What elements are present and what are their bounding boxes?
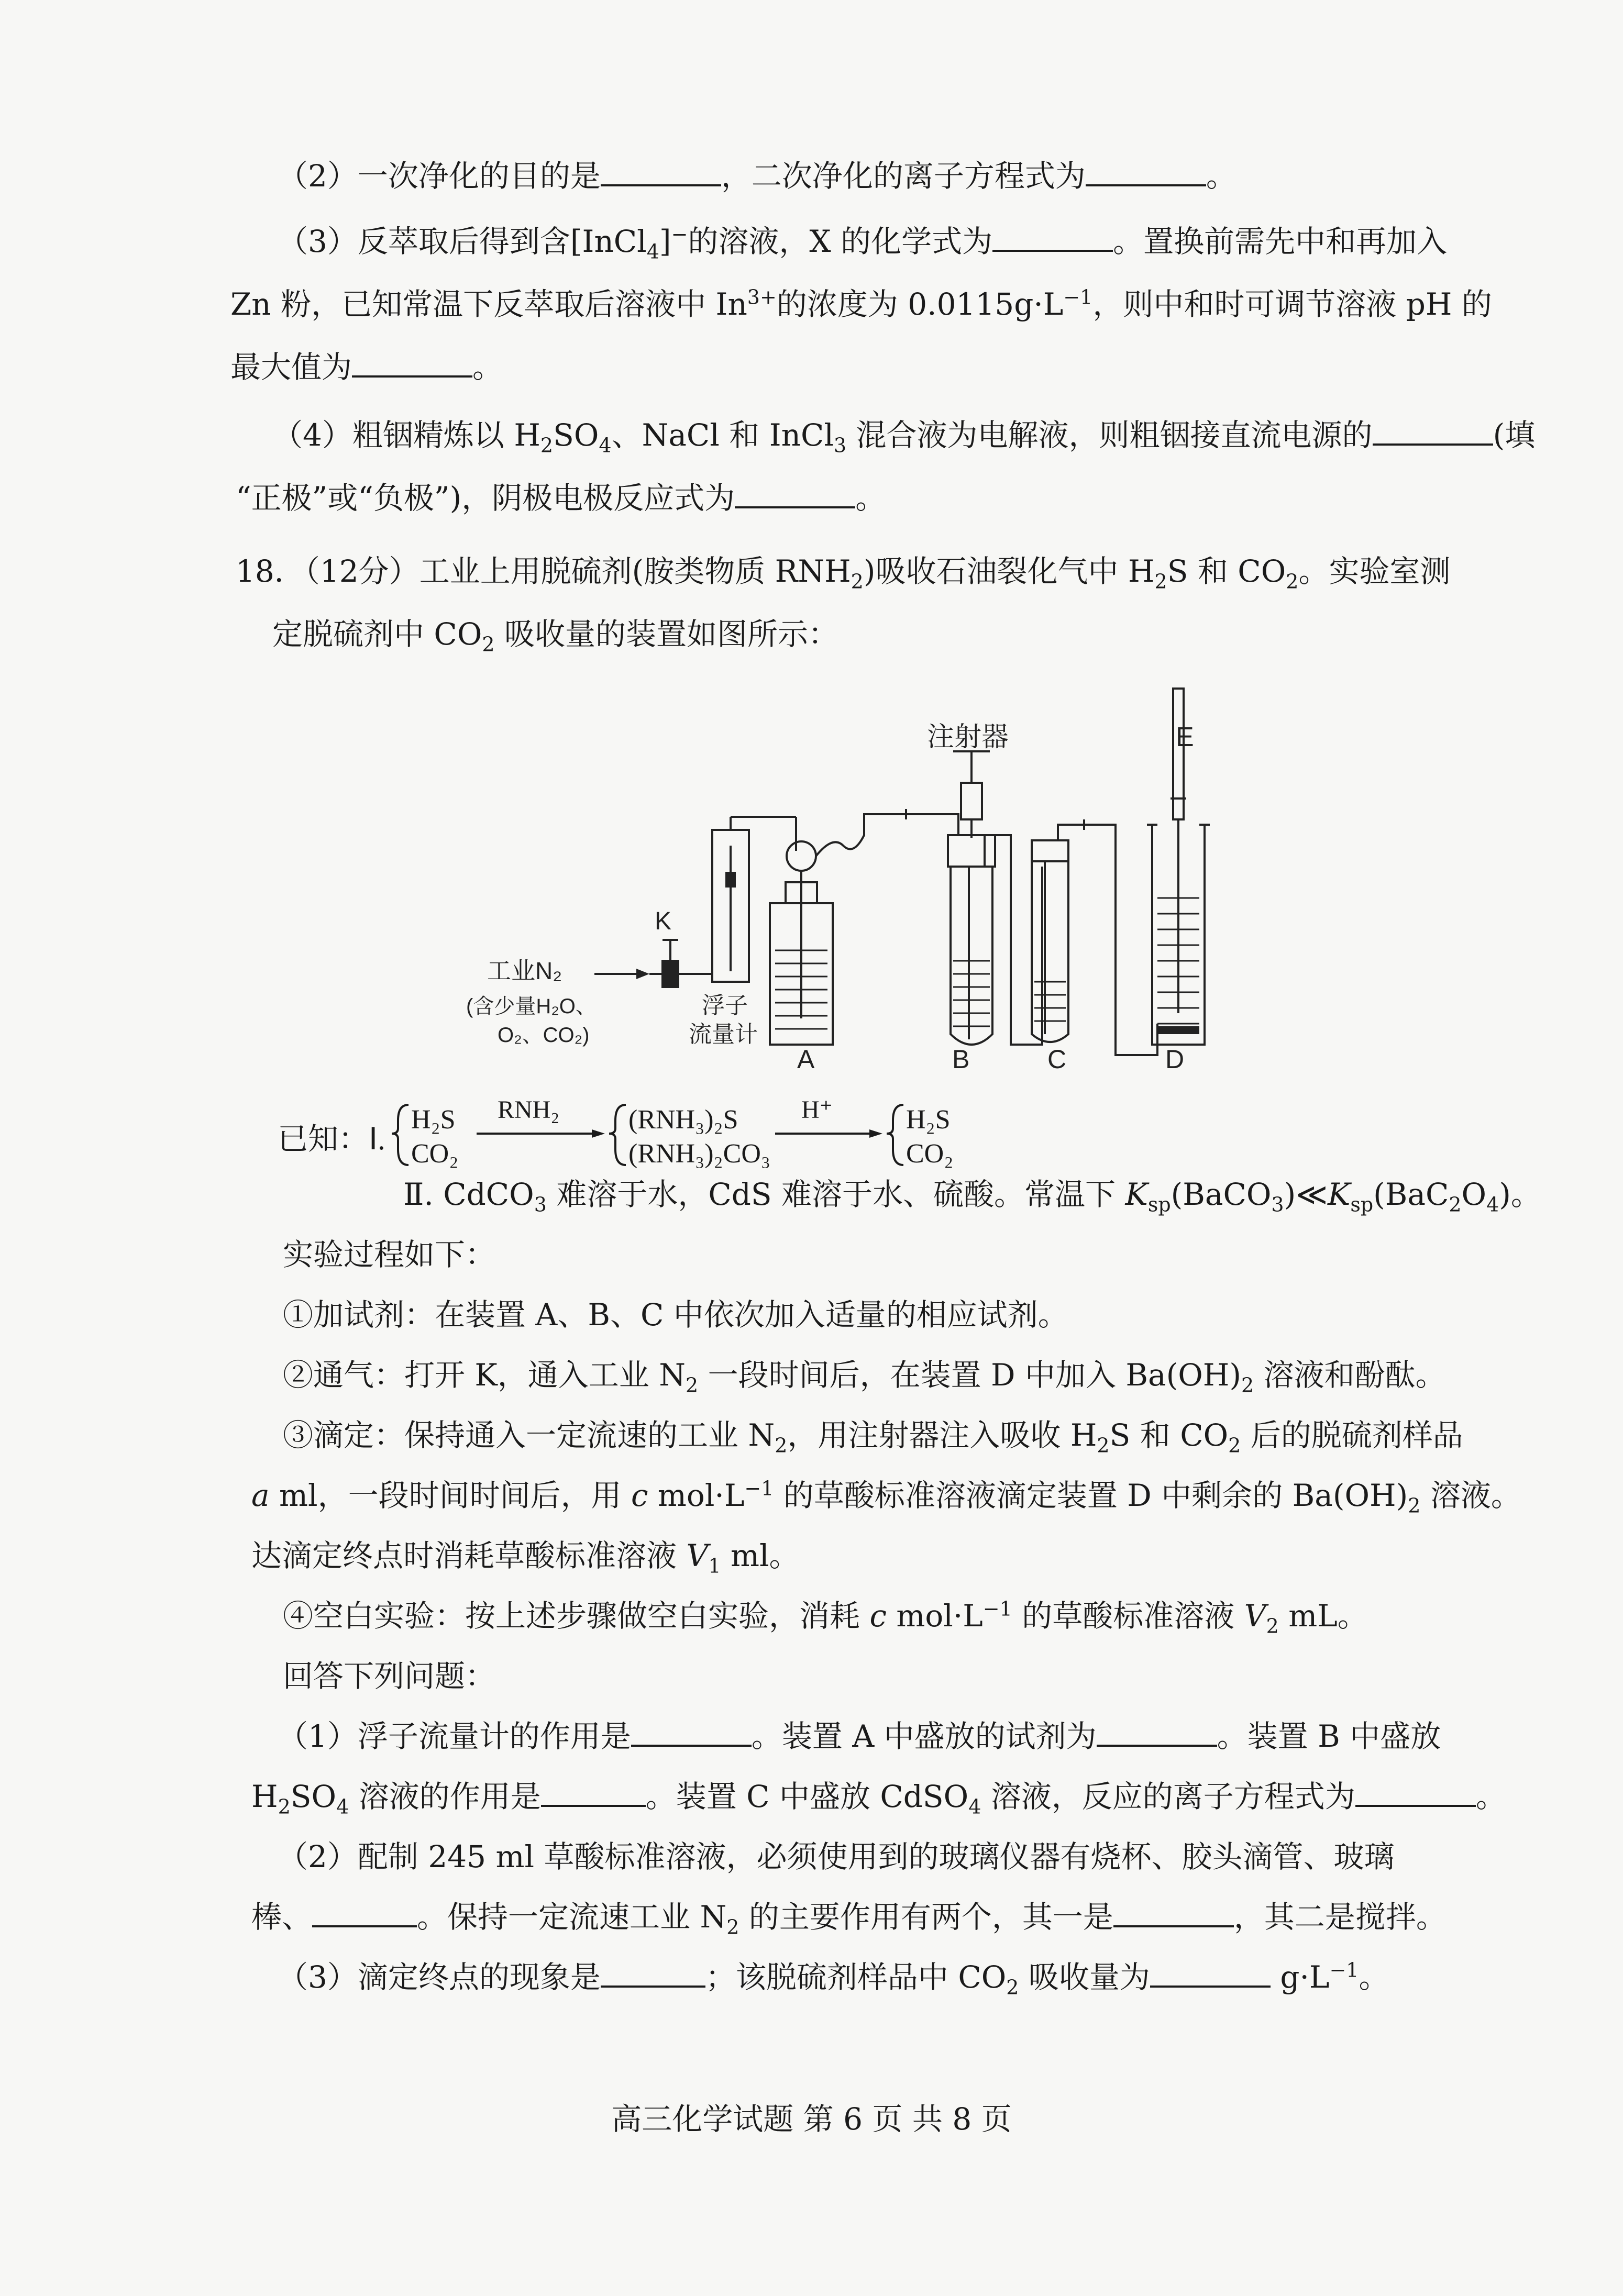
answer-blank[interactable] <box>541 1778 646 1807</box>
known-ii-line: Ⅱ. CdCO$_3$ 难溶于水，CdS 难溶于水、硫酸。常温下 $K_{sp}(BaCO_3)≪K_{sp}(BaC_2O_4)$。 <box>403 1177 1541 1216</box>
label-K: K <box>655 907 672 935</box>
answer-blank[interactable] <box>352 348 472 378</box>
q17-part3-line3: 最大值为 。 <box>230 349 503 385</box>
answer-blank[interactable] <box>1113 1898 1234 1927</box>
gas-note-2: O₂、CO₂) <box>498 1024 590 1047</box>
q18-intro-line1: 18．（12分）工业上用脱硫剂(胺类物质 $RNH_2$)吸收石油裂化气中 $H_2S$ 和 $CO_2$。实验室测 <box>236 553 1451 593</box>
apparatus-diagram <box>456 678 1477 1092</box>
arrow1-label: RNH₂ <box>498 1096 560 1124</box>
arrow2-label: H⁺ <box>801 1096 833 1124</box>
reaction-scheme <box>278 1089 1011 1178</box>
process-step2: ②通气：打开 K，通入工业 $N_2$ 一段时间后，在装置 D 中加入 $Ba(OH)_2$ 溶液和酚酞。 <box>283 1357 1446 1397</box>
q17-part3-line2: Zn 粉，已知常温下反萃取后溶液中 $In^{3+}$的浓度为 $0.0115g\cdot L^{-1}$，则中和时可调节溶液 pH 的 <box>230 285 1492 322</box>
label-C: C <box>1047 1045 1067 1074</box>
process-step4: ④空白实验：按上述步骤做空白实验，消耗 c $mol\cdot L^{-1}$ 的草酸标准溶液 $V_2$ mL。 <box>283 1597 1368 1638</box>
question3-line: （3）滴定终点的现象是 ；该脱硫剂样品中 $CO_2$ 吸收量为 $g\cdot L^{-1}$。 <box>278 1958 1389 1999</box>
known-label: 已知：Ⅰ. <box>278 1122 385 1156</box>
question2-line2: 棒、 。保持一定流速工业 $N_2$ 的主要作用有两个，其一是 ，其二是搅拌。 <box>251 1899 1447 1939</box>
syringe-label: 注射器 <box>927 722 1009 752</box>
answer-blank[interactable] <box>601 1958 705 1988</box>
answer-blank[interactable] <box>312 1898 417 1927</box>
question1-line1: （1）浮子流量计的作用是 。装置 A 中盛放的试剂为 。装置 B 中盛放 <box>278 1718 1441 1754</box>
q17-part3-line1: （3）反萃取后得到含[InCl$_4$]−的溶液，X 的化学式为 。置换前需先中和再加入 <box>278 223 1448 263</box>
right-species-1: H₂S <box>906 1105 951 1135</box>
label-E: E <box>1176 722 1194 752</box>
drying-bulb <box>787 841 816 871</box>
question1-line2: $H_2SO_4$ 溶液的作用是 。装置 C 中盛放 CdSO$_4$ 溶液，反应的离子方程式为 。 <box>251 1779 1506 1818</box>
burette-E <box>1173 689 1184 819</box>
answer-blank[interactable] <box>1373 416 1493 446</box>
page-footer: 高三化学试题 第 6 页 共 8 页 <box>611 2101 1012 2137</box>
answer-blank[interactable] <box>1355 1778 1476 1807</box>
answer-blank[interactable] <box>1150 1958 1271 1988</box>
label-D: D <box>1165 1045 1185 1074</box>
mid-species-2: (RNH₃)₂CO₃ <box>628 1139 771 1169</box>
answer-blank[interactable] <box>992 223 1113 252</box>
flowmeter-label-1: 浮子 <box>702 993 748 1018</box>
questions-title: 回答下列问题： <box>283 1658 496 1694</box>
answer-blank[interactable] <box>1097 1717 1217 1747</box>
q18-intro-line2: 定脱硫剂中 $CO_2$ 吸收量的装置如图所示： <box>272 616 838 656</box>
syringe <box>961 783 982 819</box>
answer-blank[interactable] <box>631 1717 752 1747</box>
answer-blank[interactable] <box>601 157 721 186</box>
tube-C <box>1032 861 1068 1042</box>
answer-blank[interactable] <box>1086 157 1206 186</box>
process-step3-line3: 达滴定终点时消耗草酸标准溶液 $V_1$ ml。 <box>251 1538 800 1578</box>
q17-part4-line2: “正极”或“负极”)，阴极电极反应式为 。 <box>236 480 886 516</box>
label-B: B <box>952 1045 970 1074</box>
process-title: 实验过程如下： <box>283 1237 496 1272</box>
stopper-B <box>948 835 995 867</box>
question2-line1: （2）配制 245 ml 草酸标准溶液，必须使用到的玻璃仪器有烧杯、胶头滴管、玻璃 <box>278 1839 1395 1874</box>
label-A: A <box>797 1045 815 1074</box>
tube-B <box>951 867 992 1045</box>
valve-K <box>663 961 678 987</box>
right-species-2: CO₂ <box>906 1139 954 1169</box>
left-species-1: H₂S <box>411 1105 456 1135</box>
process-step3-line1: ③滴定：保持通入一定流速的工业 $N_2$，用注射器注入吸收 $H_2S$ 和 $CO_2$ 后的脱硫剂样品 <box>283 1417 1463 1457</box>
left-species-2: CO₂ <box>411 1139 459 1169</box>
gas-inlet-label: 工业N₂ <box>487 957 562 984</box>
process-step1: ①加试剂：在装置 A、B、C 中依次加入适量的相应试剂。 <box>283 1297 1068 1333</box>
gas-note-1: (含少量H₂O、 <box>466 995 597 1018</box>
process-step3-line2: a ml，一段时间时间后，用 c $mol\cdot L^{-1}$ 的草酸标准溶液滴定装置 D 中剩余的 $Ba(OH)_2$ 溶液。 <box>251 1477 1521 1517</box>
stopper-C <box>1032 840 1068 861</box>
q17-part4-line1: （4）粗铟精炼以 $H_2SO_4$、NaCl 和 InCl$_3$ 混合液为电解液，则粗铟接直流电源的 (填 <box>272 417 1536 457</box>
q17-part2-line: （2）一次净化的目的是 ，二次净化的离子方程式为 。 <box>278 158 1236 194</box>
mid-species-1: (RNH₃)₂S <box>628 1105 738 1135</box>
answer-blank[interactable] <box>735 479 855 508</box>
flowmeter-label-2: 流量计 <box>689 1022 758 1047</box>
